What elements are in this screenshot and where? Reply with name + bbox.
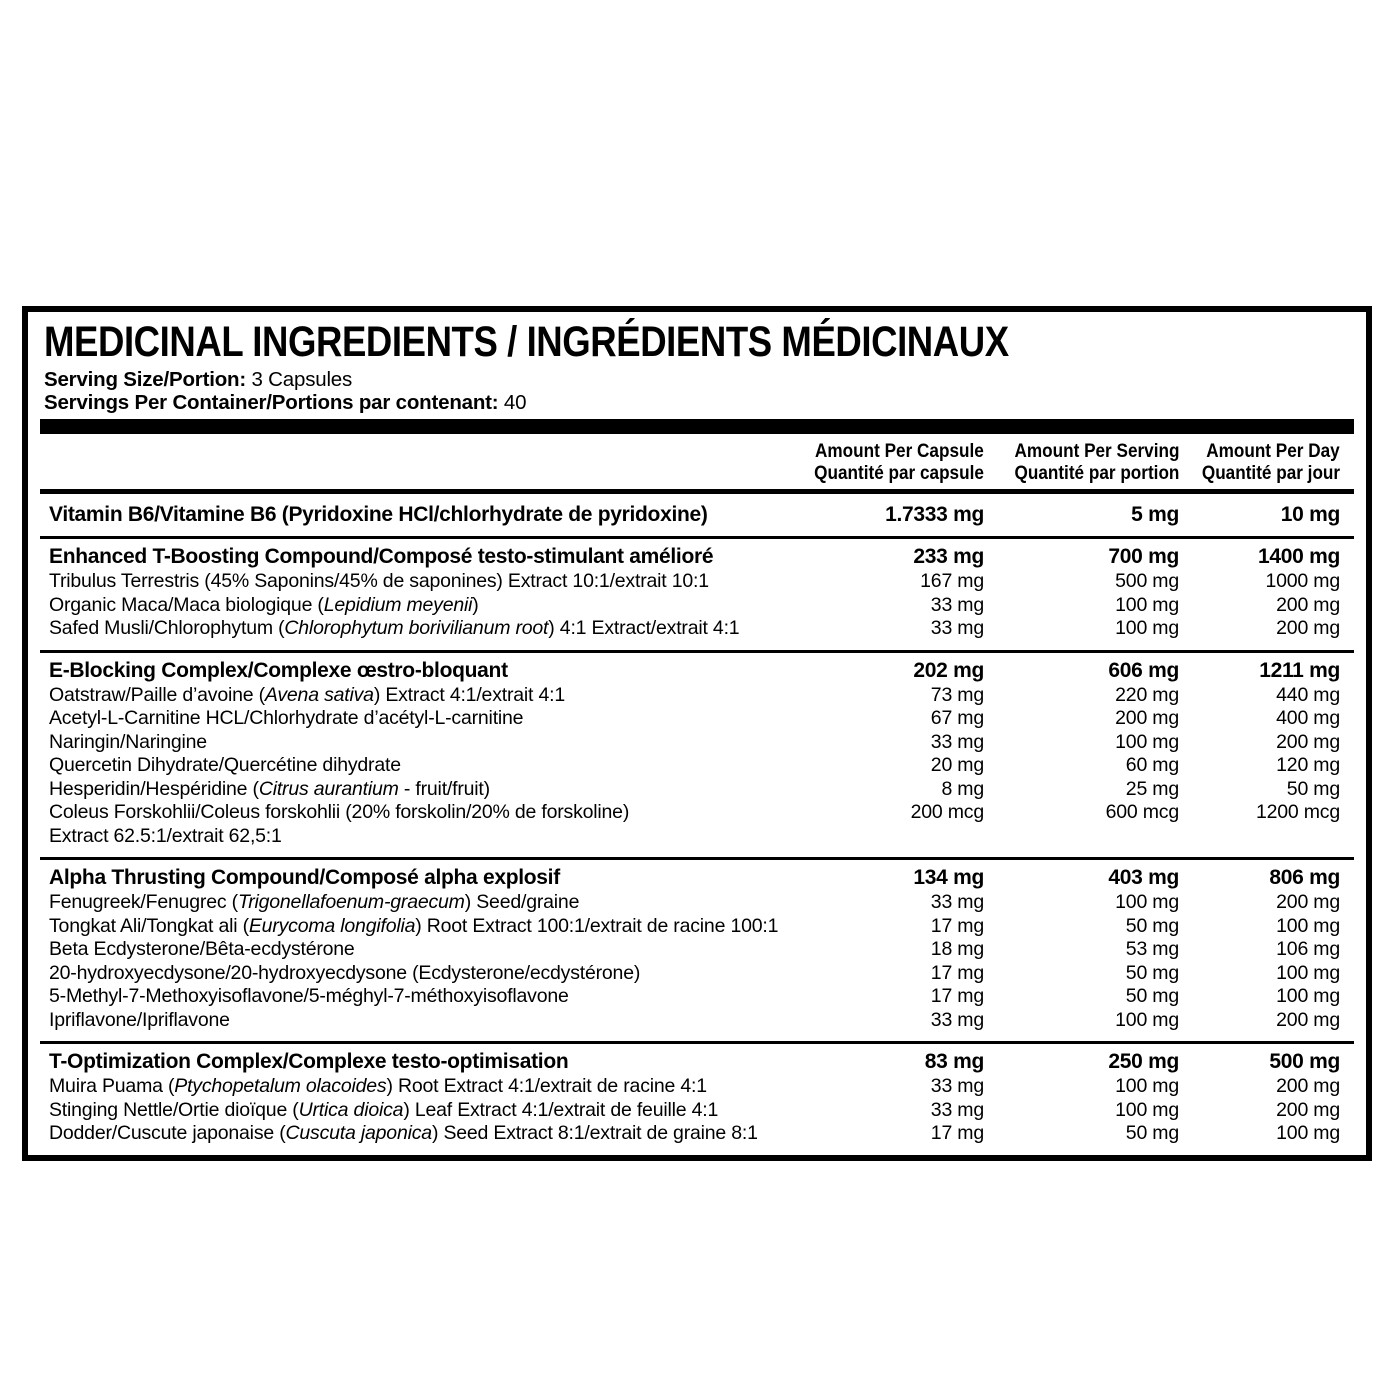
amount-per-day: 100 mg: [1276, 914, 1340, 937]
amount-per-day: 100 mg: [1276, 1122, 1340, 1144]
amount-per-serving: 500 mg: [1115, 570, 1179, 592]
amount-per-day: 200 mg: [1276, 1075, 1340, 1097]
amount-per-day: 100 mg: [1276, 961, 1340, 984]
amount-per-capsule: 83 mg: [924, 1050, 984, 1073]
panel-title: MEDICINAL INGREDIENTS / INGRÉDIENTS MÉDICINAUX: [44, 318, 1009, 366]
amount-per-capsule: 33 mg: [930, 1008, 984, 1031]
ingredient-name: Vitamin B6/Vitamine B6 (Pyridoxine HCl/chlorhydrate de pyridoxine): [49, 503, 708, 526]
ingredient-row: [40, 570, 1354, 594]
amount-per-capsule: 73 mg: [930, 683, 984, 706]
ingredient-row: [40, 494, 1354, 536]
ingredient-name: Oatstraw/Paille d’avoine (Avena sativa) Extract 4:1/extrait 4:1: [49, 683, 565, 706]
amount-per-serving: 100 mg: [1115, 617, 1179, 639]
amount-per-capsule: 18 mg: [930, 938, 984, 960]
amount-per-capsule: 134 mg: [913, 866, 984, 889]
ingredient-row: [40, 1075, 1354, 1099]
amount-per-serving: 50 mg: [1125, 961, 1179, 984]
ingredient-row: [40, 617, 1354, 641]
amount-per-day: 1000 mg: [1265, 570, 1340, 592]
amount-per-day: 200 mg: [1276, 891, 1340, 913]
ingredient-name: Fenugreek/Fenugrec (Trigonellafoenum-graecum) Seed/graine: [49, 891, 580, 913]
ingredient-name: 20-hydroxyecdysone/20-hydroxyecdysone (Ecdysterone/ecdystérone): [49, 961, 641, 984]
ingredient-row: [40, 754, 1354, 778]
amount-per-capsule: 1.7333 mg: [885, 503, 984, 526]
panel-inner: [28, 312, 1366, 1155]
amount-per-serving: 100 mg: [1115, 1008, 1179, 1031]
ingredient-section: [40, 539, 1354, 650]
amount-per-capsule: 167 mg: [920, 570, 984, 592]
amount-per-serving: 600 mcg: [1105, 801, 1179, 823]
ingredient-name: Beta Ecdysterone/Bêta-ecdystérone: [49, 938, 355, 960]
amount-per-capsule: 33 mg: [930, 617, 984, 639]
amount-per-capsule: 200 mcg: [910, 801, 984, 823]
amount-per-serving: 100 mg: [1115, 1075, 1179, 1097]
amount-per-day: 400 mg: [1276, 707, 1340, 729]
column-header-fr: Quantité par capsule: [814, 461, 984, 484]
amount-per-serving: 100 mg: [1115, 891, 1179, 913]
amount-per-capsule: 17 mg: [930, 961, 984, 984]
amount-per-day: 200 mg: [1276, 617, 1340, 639]
ingredient-name: Tribulus Terrestris (45% Saponins/45% de saponines) Extract 10:1/extrait 10:1: [49, 570, 709, 592]
ingredient-row: [40, 891, 1354, 915]
medicinal-ingredients-panel: [22, 306, 1372, 1161]
amount-per-serving: 25 mg: [1125, 777, 1179, 800]
amount-per-day: 10 mg: [1280, 503, 1340, 526]
amount-per-serving: 606 mg: [1108, 658, 1179, 682]
ingredient-row: [40, 985, 1354, 1009]
amount-per-day: 806 mg: [1269, 866, 1340, 889]
ingredient-row: [40, 1009, 1354, 1033]
amount-per-capsule: 33 mg: [930, 891, 984, 913]
ingredient-name: Quercetin Dihydrate/Quercétine dihydrate: [49, 754, 401, 776]
column-header-amount-per-serving: [984, 441, 1179, 484]
serving-size-line: [44, 368, 1354, 391]
ingredient-section: [40, 860, 1354, 1041]
ingredient-name: Organic Maca/Maca biologique (Lepidium meyenii): [49, 593, 479, 616]
column-header-en: Amount Per Capsule: [815, 440, 984, 462]
ingredient-row: [40, 778, 1354, 802]
ingredient-row: [40, 594, 1354, 618]
column-header-amount-per-day: [1179, 441, 1340, 484]
section-header-row: [40, 865, 1354, 891]
amount-per-serving: 250 mg: [1108, 1050, 1179, 1073]
serving-size-label: Serving Size/Portion:: [44, 368, 246, 391]
amount-per-capsule: 33 mg: [930, 593, 984, 616]
column-header-fr: Quantité par portion: [1014, 461, 1179, 484]
ingredient-name: Ipriflavone/Ipriflavone: [49, 1008, 230, 1031]
amount-per-day: 1400 mg: [1258, 545, 1340, 568]
amount-per-day: 1200 mcg: [1255, 801, 1340, 823]
ingredient-name: T-Optimization Complex/Complexe testo-optimisation: [49, 1050, 569, 1073]
amount-per-serving: 100 mg: [1115, 730, 1179, 753]
servings-per-container-value: 40: [503, 391, 527, 414]
ingredient-name: E-Blocking Complex/Complexe œstro-bloquant: [49, 658, 508, 682]
servings-per-container-line: [44, 391, 1354, 414]
ingredient-row: [40, 962, 1354, 986]
ingredient-name: 5-Methyl-7-Methoxyisoflavone/5-méghyl-7-méthoxyisoflavone: [49, 985, 569, 1007]
divider-bar: [40, 419, 1354, 434]
amount-per-day: 200 mg: [1276, 1008, 1340, 1031]
section-header-row: [40, 544, 1354, 570]
amount-per-capsule: 17 mg: [930, 914, 984, 937]
amount-per-capsule: 33 mg: [930, 1075, 984, 1097]
amount-per-day: 500 mg: [1269, 1050, 1340, 1073]
amount-per-serving: 220 mg: [1115, 683, 1179, 706]
ingredient-name: Coleus Forskohlii/Coleus forskohlii (20% forskolin/20% de forskoline) Extract 62.5:1/extrait 62,5:1: [49, 801, 630, 847]
amount-per-day: 200 mg: [1276, 730, 1340, 753]
amount-per-serving: 53 mg: [1125, 938, 1179, 960]
amount-per-serving: 700 mg: [1108, 545, 1179, 568]
amount-per-capsule: 202 mg: [913, 658, 984, 682]
amount-per-day: 200 mg: [1276, 1098, 1340, 1121]
ingredient-name: Stinging Nettle/Ortie dioïque (Urtica dioica) Leaf Extract 4:1/extrait de feuille 4:1: [49, 1098, 719, 1121]
amount-per-capsule: 67 mg: [930, 707, 984, 729]
amount-per-capsule: 33 mg: [930, 1098, 984, 1121]
amount-per-serving: 50 mg: [1125, 914, 1179, 937]
section-header-row: [40, 1049, 1354, 1075]
ingredient-name: Naringin/Naringine: [49, 730, 207, 753]
amount-per-day: 440 mg: [1276, 683, 1340, 706]
ingredient-name: Tongkat Ali/Tongkat ali (Eurycoma longifolia) Root Extract 100:1/extrait de racine 100:1: [49, 914, 779, 937]
ingredient-row: [40, 915, 1354, 939]
ingredient-name: Acetyl-L-Carnitine HCL/Chlorhydrate d’acétyl-L-carnitine: [49, 707, 524, 729]
amount-per-serving: 60 mg: [1125, 754, 1179, 776]
ingredient-name: Hesperidin/Hespéridine (Citrus aurantium - fruit/fruit): [49, 777, 490, 800]
amount-per-day: 1211 mg: [1259, 658, 1340, 682]
amount-per-serving: 403 mg: [1108, 866, 1179, 889]
servings-per-container-label: Servings Per Container/Portions par contenant:: [44, 391, 499, 414]
ingredients-table: [40, 494, 1354, 1155]
ingredient-name: Dodder/Cuscute japonaise (Cuscuta japonica) Seed Extract 8:1/extrait de graine 8:1: [49, 1122, 758, 1144]
amount-per-serving: 200 mg: [1115, 707, 1179, 729]
amount-per-day: 200 mg: [1276, 593, 1340, 616]
amount-per-serving: 5 mg: [1131, 503, 1179, 526]
ingredient-row: [40, 938, 1354, 962]
column-headers: [40, 441, 1354, 489]
amount-per-serving: 50 mg: [1125, 1122, 1179, 1144]
ingredient-name: Safed Musli/Chlorophytum (Chlorophytum borivilianum root) 4:1 Extract/extrait 4:1: [49, 617, 740, 639]
ingredient-section: [40, 653, 1354, 858]
section-header-row: [40, 658, 1354, 684]
amount-per-capsule: 33 mg: [930, 730, 984, 753]
amount-per-serving: 100 mg: [1115, 593, 1179, 616]
amount-per-capsule: 17 mg: [930, 1122, 984, 1144]
amount-per-capsule: 17 mg: [930, 985, 984, 1007]
amount-per-serving: 50 mg: [1125, 985, 1179, 1007]
amount-per-serving: 100 mg: [1115, 1098, 1179, 1121]
ingredient-name: Muira Puama (Ptychopetalum olacoides) Root Extract 4:1/extrait de racine 4:1: [49, 1075, 707, 1097]
column-header-en: Amount Per Serving: [1014, 440, 1179, 462]
ingredient-name: Alpha Thrusting Compound/Composé alpha explosif: [49, 866, 560, 889]
amount-per-day: 50 mg: [1286, 777, 1340, 800]
ingredient-row: [40, 1122, 1354, 1146]
column-header-amount-per-capsule: [791, 441, 984, 484]
column-header-fr: Quantité par jour: [1201, 461, 1340, 484]
serving-size-value: 3 Capsules: [251, 368, 353, 391]
ingredient-row: [40, 1099, 1354, 1123]
amount-per-day: 100 mg: [1276, 985, 1340, 1007]
amount-per-day: 120 mg: [1276, 754, 1340, 776]
column-header-en: Amount Per Day: [1206, 440, 1340, 462]
amount-per-capsule: 20 mg: [930, 754, 984, 776]
ingredient-name: Enhanced T-Boosting Compound/Composé testo-stimulant amélioré: [49, 545, 714, 568]
amount-per-capsule: 233 mg: [913, 545, 984, 568]
amount-per-capsule: 8 mg: [941, 777, 984, 800]
ingredient-row: [40, 801, 1354, 848]
ingredient-section: [40, 1044, 1354, 1155]
amount-per-day: 106 mg: [1276, 938, 1340, 960]
ingredient-row: [40, 684, 1354, 708]
ingredient-row: [40, 731, 1354, 755]
ingredient-row: [40, 707, 1354, 731]
